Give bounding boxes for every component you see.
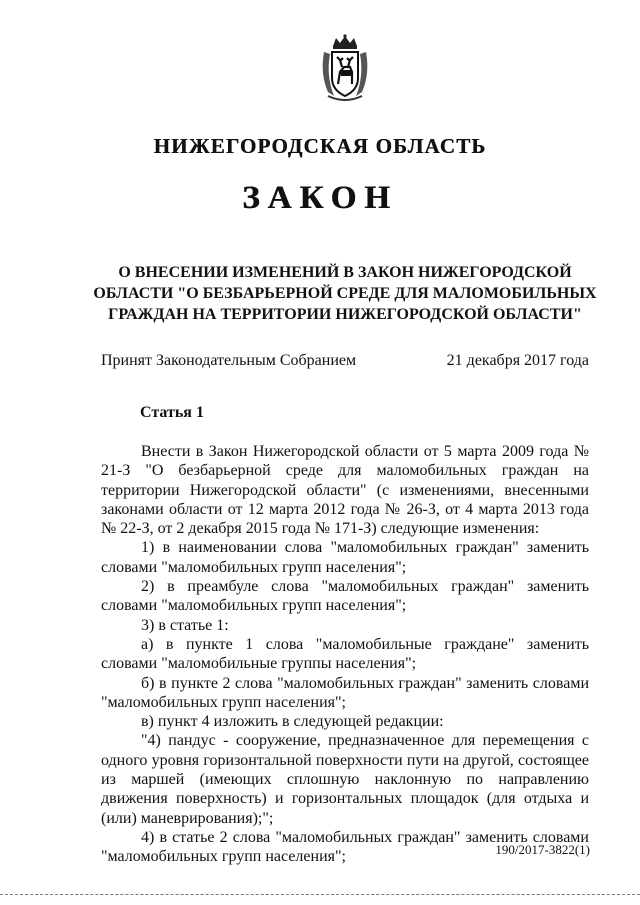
- paragraph: 3) в статье 1:: [141, 616, 229, 634]
- document-number: 190/2017-3822(1): [495, 842, 590, 857]
- paragraph: б) в пункте 2 слова "маломобильных граждан" заменить словами "маломобильных групп населения";: [101, 674, 589, 711]
- paragraph: 1) в наименовании слова "маломобильных граждан" заменить словами "маломобильных групп населения";: [101, 539, 589, 576]
- adoption-date: 21 декабря 2017 года: [446, 352, 589, 369]
- law-title: О ВНЕСЕНИИ ИЗМЕНЕНИЙ В ЗАКОН НИЖЕГОРОДСКОЙ ОБЛАСТИ "О БЕЗБАРЬЕРНОЙ СРЕДЕ ДЛЯ МАЛОМОБИЛЬНЫХ ГРАЖДАН НА ТЕРРИТОРИИ НИЖЕГОРОДСКОЙ ОБЛАСТИ": [93, 264, 597, 323]
- article-body: [101, 442, 589, 867]
- paragraph: "4) пандус - сооружение, предназначенное для перемещения с одного уровня горизонтальной поверхности пути на другой, состоящее из маршей (имеющих сплошную наклонную по направлению движения поверхность) и горизонтальных площадок (для отдыха и (или) маневрирования);";: [101, 732, 589, 827]
- article-heading: Статья 1: [140, 404, 204, 421]
- adoption-line: [101, 352, 589, 370]
- region-title: НИЖЕГОРОДСКАЯ ОБЛАСТЬ: [153, 134, 487, 158]
- coat-of-arms-icon: [318, 34, 372, 102]
- paragraph: а) в пункте 1 слова "маломобильные граждане" заменить словами "маломобильные группы населения";: [101, 635, 589, 673]
- adopted-by: Принят Законодательным Собранием: [101, 352, 357, 369]
- document-type: ЗАКОН: [242, 180, 398, 216]
- paragraph: в) пункт 4 изложить в следующей редакции:: [141, 713, 444, 731]
- paragraph: Внести в Закон Нижегородской области от 5 марта 2009 года № 21-З "О безбарьерной среде для маломобильных граждан на территории Нижегородской области" (с изменениями, внесенными законами области от 12 марта 2012 года № 26-З, от 4 марта 2013 года № 22-З, от 2 декабря 2015 года № 171-З) следующие изменения:: [101, 443, 589, 538]
- page-edge-divider: [0, 894, 640, 895]
- paragraph: 2) в преамбуле слова "маломобильных граждан" заменить словами "маломобильных групп населения";: [101, 578, 589, 615]
- paragraph: 4) в статье 2 слова "маломобильных граждан" заменить словами "маломобильных групп населения";: [101, 828, 589, 866]
